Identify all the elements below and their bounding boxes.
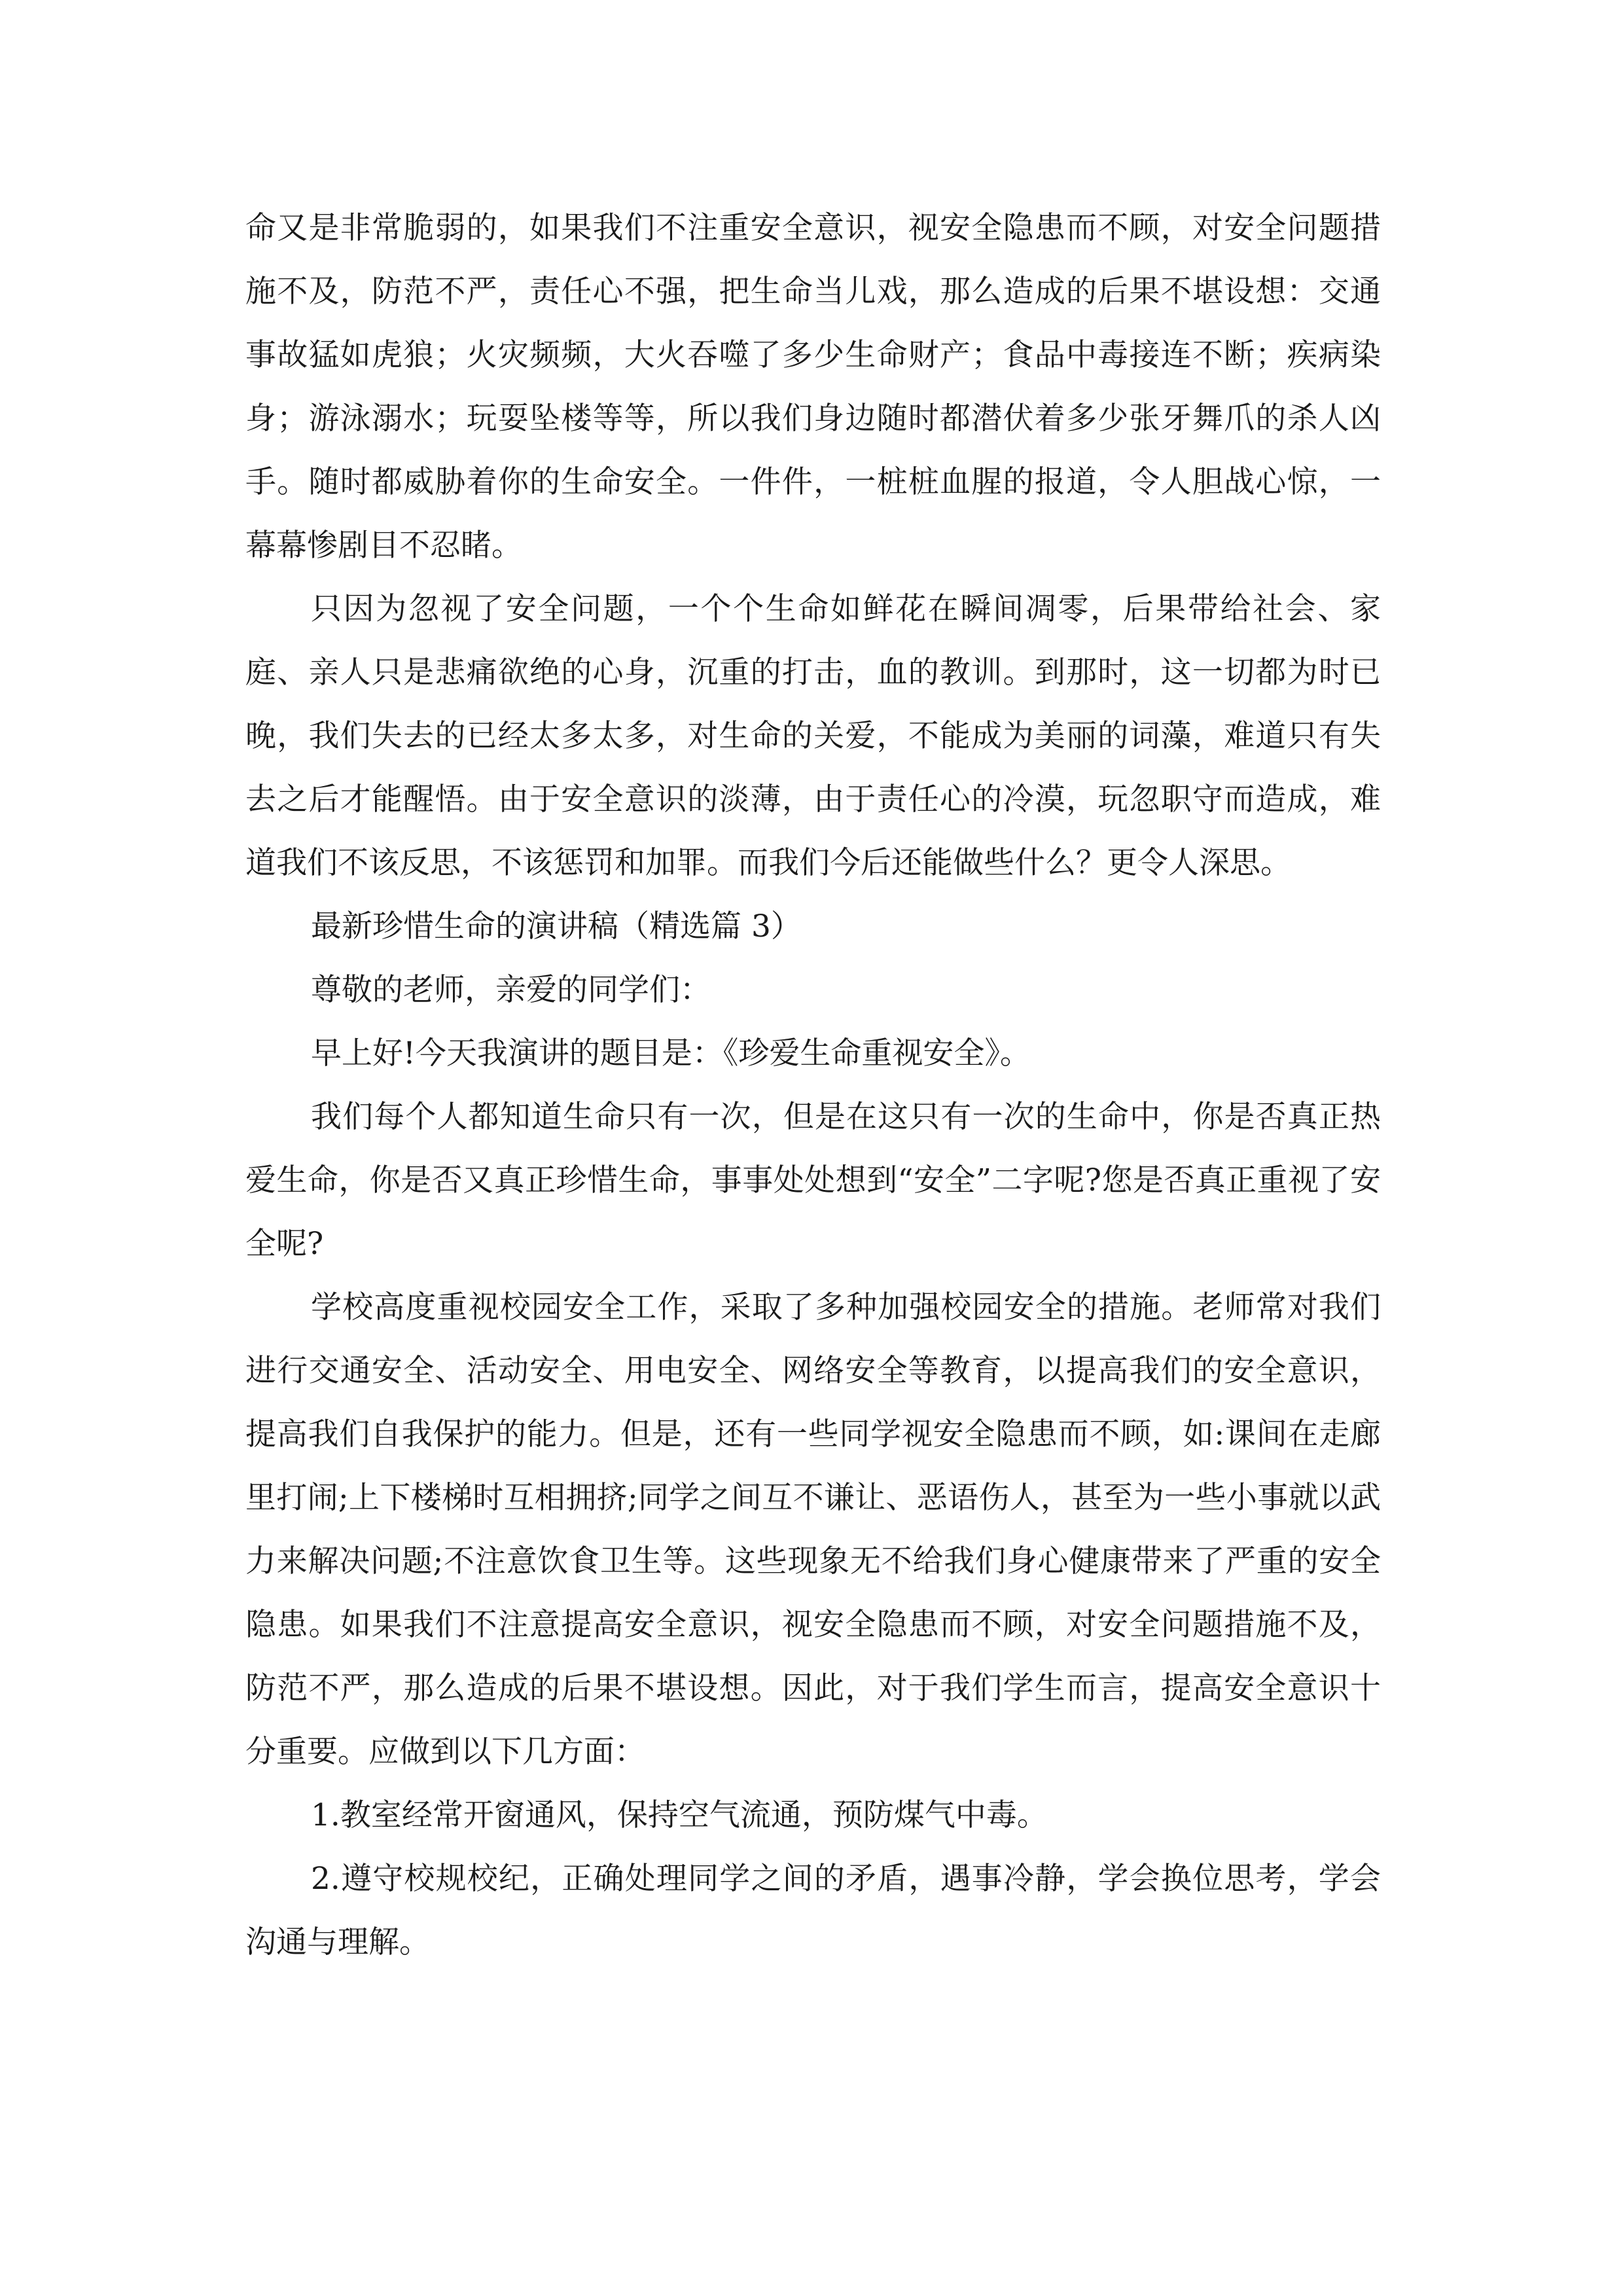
section-heading: 最新珍惜生命的演讲稿（精选篇 3） — [311, 908, 802, 944]
paragraph-life-once: 我们每个人都知道生命只有一次，但是在这只有一次的生命中，你是否真正热爱生命，你是否又真正珍惜生命，事事处处想到“安全”二字呢?您是否真正重视了安全呢? — [245, 1099, 1381, 1262]
list-item-1: 1.教室经常开窗通风，保持空气流通，预防煤气中毒。 — [311, 1797, 1048, 1833]
paragraph-neglect-safety: 只因为忽视了安全问题，一个个生命如鲜花在瞬间凋零，后果带给社会、家庭、亲人只是悲痛欲绝的心身，沉重的打击，血的教训。到那时，这一切都为时已晚，我们失去的已经太多太多，对生命的关爱，不能成为美丽的词藻，难道只有失去之后才能醒悟。由于安全意识的淡薄，由于责任心的冷漠，玩忽职守而造成，难道我们不该反思，不该惩罚和加罪。而我们今后还能做些什么？更令人深思。 — [245, 591, 1381, 881]
paragraph-continuation: 命又是非常脆弱的，如果我们不注重安全意识，视安全隐患而不顾，对安全问题措施不及，防范不严，责任心不强，把生命当儿戏，那么造成的后果不堪设想：交通事故猛如虎狼；火灾频频，大火吞噬了多少生命财产；食品中毒接连不断；疾病染身；游泳溺水；玩耍坠楼等等，所以我们身边随时都潜伏着多少张牙舞爪的杀人凶手。随时都威胁着你的生命安全。一件件，一桩桩血腥的报道，令人胆战心惊，一幕幕惨剧目不忍睹。 — [245, 210, 1381, 564]
list-item-2: 2.遵守校规校纪，正确处理同学之间的矛盾，遇事冷静，学会换位思考，学会沟通与理解。 — [245, 1861, 1381, 1960]
document-body — [245, 196, 1381, 1974]
salutation: 尊敬的老师，亲爱的同学们： — [311, 972, 711, 1008]
paragraph-school-safety: 学校高度重视校园安全工作，采取了多种加强校园安全的措施。老师常对我们进行交通安全、活动安全、用电安全、网络安全等教育，以提高我们的安全意识，提高我们自我保护的能力。但是，还有一些同学视安全隐患而不顾，如:课间在走廊里打闹;上下楼梯时互相拥挤;同学之间互不谦让、恶语伤人，甚至为一些小事就以武力来解决问题;不注意饮食卫生等。这些现象无不给我们身心健康带来了严重的安全隐患。如果我们不注意提高安全意识，视安全隐患而不顾，对安全问题措施不及，防范不严，那么造成的后果不堪设想。因此，对于我们学生而言，提高安全意识十分重要。应做到以下几方面： — [245, 1289, 1381, 1770]
speech-intro: 早上好!今天我演讲的题目是：《珍爱生命重视安全》。 — [311, 1035, 1031, 1071]
